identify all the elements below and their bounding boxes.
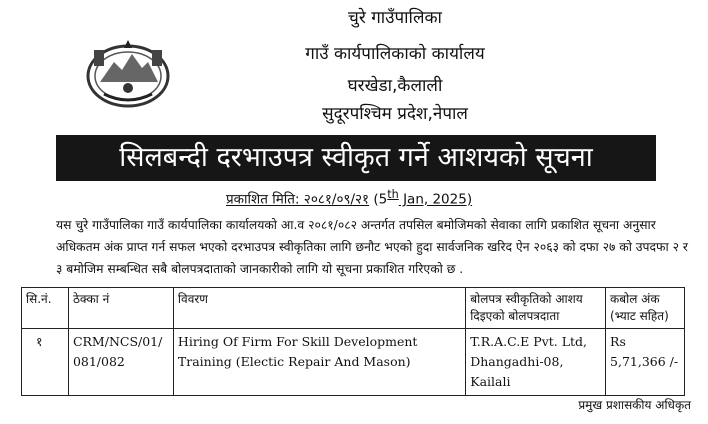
header-contract-no: ठेक्का नं [68, 288, 173, 329]
table-header-row [22, 288, 685, 329]
signature-designation: प्रमुख प्रशासकीय अधिकृत [578, 398, 691, 412]
published-date-sup: th [387, 188, 399, 201]
award-table [21, 287, 685, 396]
published-date-label: प्रकाशित मिति: २०८१/०९/२१ [226, 191, 370, 208]
office-name: गाउँ कार्यपालिकाको कार्यालय [305, 44, 485, 64]
cell-contract-no: CRM/NCS/01/ 081/082 [68, 329, 173, 396]
published-date-english-open: (5 [369, 191, 388, 208]
paragraph-line: यस चुरे गाउँपालिका गाउँ कार्यपालिका कार्यालयको आ.व २०८१/०८२ अन्तर्गत तपसिल बमोजिमको सेवाका लागि प्रकाशित सूचना अनुसार [56, 218, 656, 232]
nepal-emblem-logo [84, 32, 172, 112]
paragraph-line: ३ बमोजिम सम्बन्धित सबै बोलपत्रदाताको जानकारीको लागि यो सूचना प्रकाशित गरिएको छ . [56, 262, 464, 276]
header-bidder: बोलपत्र स्वीकृतिको आशय दिइएको बोलपत्रदाता [466, 288, 606, 329]
header-description: विवरण [173, 288, 465, 329]
cell-description: Hiring Of Firm For Skill Development Training (Electic Repair And Mason) [173, 329, 465, 396]
cell-amount: Rs 5,71,366 /- [606, 329, 685, 396]
province-name: सुदूरपश्चिम प्रदेश,नेपाल [322, 104, 468, 124]
municipality-name: चुरे गाउँपालिका [348, 8, 442, 28]
header-amount: कबोल अंक (भ्याट सहित) [606, 288, 685, 329]
notice-title-banner: सिलबन्दी दरभाउपत्र स्वीकृत गर्ने आशयको सूचना [56, 135, 656, 181]
cell-bidder: T.R.A.C.E Pvt. Ltd, Dhangadhi-08, Kailali [466, 329, 606, 396]
published-date [226, 188, 472, 208]
table-row [22, 329, 685, 396]
header-sn: सि.नं. [22, 288, 69, 329]
cell-sn: १ [22, 329, 69, 396]
published-date-english-rest: Jan, 2025) [398, 191, 473, 208]
office-location: घरखेडा,कैलाली [347, 76, 443, 96]
paragraph-line: अधिकतम अंक प्राप्त गर्न सफल भएको दरभाउपत्र स्वीकृतिका लागि छनौट भएको हुदा सार्वजनिक खरिद ऐन २०६३ को दफा २७ को उपदफा २ र [56, 240, 688, 254]
notice-paragraph [56, 214, 688, 280]
